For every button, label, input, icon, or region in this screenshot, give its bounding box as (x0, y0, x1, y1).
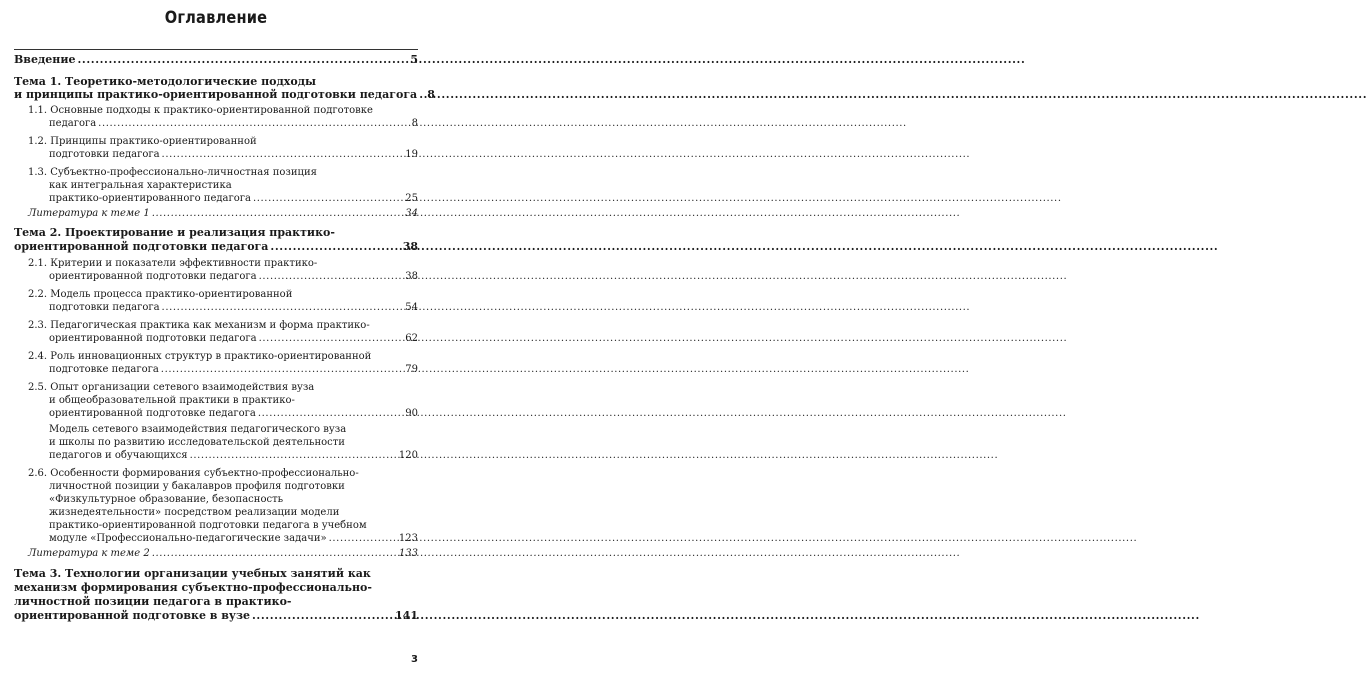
toc-entry (49, 493, 418, 506)
toc-entry (49, 519, 418, 532)
toc-entry-title: личностной позиции у бакалавров профиля подготовки (49, 481, 345, 492)
toc-entry (49, 192, 418, 205)
toc-entry-page: 38 (405, 271, 418, 282)
toc-leader-dots (152, 207, 404, 220)
toc-entry-page: 5 (410, 53, 418, 66)
toc-leader-dots (259, 332, 404, 345)
toc-entry-title: жизнедеятельности» посредством реализации модели (49, 507, 340, 518)
title-divider (14, 49, 418, 50)
toc-entry-title: ориентированной подготовки педагога (49, 271, 257, 282)
toc-entry (49, 449, 418, 462)
toc-entry (14, 53, 418, 66)
toc-entry-title: педагогов и обучающихся (49, 450, 188, 461)
toc-entry (14, 88, 435, 101)
toc-entry (28, 104, 418, 117)
toc-entry (49, 480, 418, 493)
toc-entry (28, 319, 418, 332)
toc-entry-title: личностной позиции педагога в практико- (14, 595, 292, 608)
toc-entry (28, 288, 418, 301)
toc-entry-title: практико-ориентированного педагога (49, 193, 251, 204)
toc-entry (28, 350, 418, 363)
toc-entry (49, 407, 418, 420)
toc-leader-dots (258, 407, 403, 420)
toc-entry-title: ориентированной подготовке в вузе (14, 609, 250, 622)
toc-entry-title: 1.2. Принципы практико-ориентированной (28, 136, 257, 147)
toc-leader-dots (252, 609, 393, 622)
toc-entry (49, 270, 418, 283)
toc-entry-title: и принципы практико-ориентированной подготовки педагога (14, 88, 418, 101)
toc-entry (28, 257, 418, 270)
toc-leader-dots (253, 192, 403, 205)
toc-entry-title: 2.4. Роль инновационных структур в практико-ориентированной (28, 351, 372, 362)
toc-entry-title: ориентированной подготовки педагога (49, 333, 257, 344)
toc-entry-page: 62 (405, 333, 418, 344)
toc-entry-title: Модель сетевого взаимодействия педагогического вуза (49, 424, 347, 435)
toc-leader-dots (152, 547, 397, 560)
toc-entry-title: 2.1. Критерии и показатели эффективности практико- (28, 258, 318, 269)
toc-entry-page: 54 (405, 302, 418, 313)
toc-entry (49, 506, 418, 519)
toc-entry (49, 394, 418, 407)
toc-entry-title: 1.3. Субъектно-профессионально-личностная позиция (28, 167, 317, 178)
toc-entry-title: и общеобразовательной практики в практико- (49, 395, 295, 406)
toc-entry-page: 8 (411, 118, 418, 129)
toc-entry (28, 467, 418, 480)
toc-entry-title: механизм формирования субъектно-профессионально- (14, 581, 372, 594)
toc-entry-title: 1.1. Основные подходы к практико-ориентированной подготовке (28, 105, 373, 116)
toc-leader-dots (329, 532, 397, 545)
toc-entry-title: «Физкультурное образование, безопасность (49, 494, 284, 505)
toc-leader-dots (259, 270, 404, 283)
toc-leader-dots (190, 449, 397, 462)
toc-leader-dots (77, 53, 408, 66)
toc-entry (49, 332, 418, 345)
toc-entry (28, 135, 418, 148)
toc-entry-title: 2.3. Педагогическая практика как механизм и форма практико- (28, 320, 370, 331)
toc-entry (49, 532, 418, 545)
toc-entry (14, 595, 418, 608)
toc-entry (28, 166, 418, 179)
toc-entry (49, 148, 418, 161)
toc-entry (14, 240, 418, 253)
toc-entry-title: и школы по развитию исследовательской деятельности (49, 437, 345, 448)
page-number: 3 (411, 654, 418, 665)
toc-entry (28, 547, 418, 560)
toc-entry-title: как интегральная характеристика (49, 180, 232, 191)
toc-entry (14, 567, 418, 580)
page-title: Оглавление (164, 8, 268, 28)
toc-entry-page: 123 (398, 533, 418, 544)
toc-entry (49, 436, 418, 449)
toc-leader-dots (270, 240, 400, 253)
toc-entry (14, 226, 418, 239)
toc-entry-title: педагога (49, 118, 97, 129)
toc-entry-page: 120 (398, 450, 418, 461)
toc-entry-title: Тема 1. Теоретико-методологические подходы (14, 75, 317, 88)
toc-entry-title: ориентированной подготовки педагога (14, 240, 269, 253)
toc-entry-page: 25 (405, 193, 418, 204)
toc-leader-dots (162, 301, 404, 314)
toc-entry-title: подготовки педагога (49, 302, 160, 313)
toc-entry-title: 2.2. Модель процесса практико-ориентированной (28, 289, 293, 300)
toc-entry (28, 207, 418, 220)
toc-entry-title: ориентированной подготовке педагога (49, 408, 256, 419)
toc-leader-dots (98, 117, 409, 130)
toc-entry-title: 2.6. Особенности формирования субъектно-профессионально- (28, 468, 359, 479)
toc-entry-page: 141 (395, 609, 418, 622)
toc-entry-page: 79 (405, 364, 418, 375)
toc-entry (49, 363, 418, 376)
toc-entry-title: 2.5. Опыт организации сетевого взаимодействия вуза (28, 382, 315, 393)
toc-entry-title: Введение (14, 53, 76, 66)
toc-entry (14, 75, 418, 88)
toc-entry-title: подготовке педагога (49, 364, 159, 375)
toc-entry-page: 19 (405, 149, 418, 160)
toc-entry (49, 117, 418, 130)
toc-entry-title: Литература к теме 1 (28, 208, 150, 219)
toc-leader-dots (161, 363, 403, 376)
toc-entry (14, 609, 418, 622)
toc-entry (49, 301, 418, 314)
toc-entry-page: 8 (427, 88, 435, 101)
toc-entry-title: подготовки педагога (49, 149, 160, 160)
toc-entry-title: модуле «Профессионально-педагогические задачи» (49, 533, 327, 544)
toc-entry-title: Литература к теме 2 (28, 548, 150, 559)
toc-entry (49, 179, 418, 192)
toc-entry (14, 581, 418, 594)
toc-entry-page: 34 (405, 208, 418, 219)
toc-entry-page: 90 (405, 408, 418, 419)
toc-entry-title: Тема 3. Технологии организации учебных занятий как (14, 567, 371, 580)
toc-entry (28, 381, 418, 394)
toc-entry (49, 423, 418, 436)
toc-entry-page: 38 (402, 240, 418, 253)
toc-leader-dots (162, 148, 404, 161)
toc-entry-title: Тема 2. Проектирование и реализация практико- (14, 226, 335, 239)
toc-entry-page: 133 (398, 548, 418, 559)
toc-entry-title: практико-ориентированной подготовки педагога в учебном (49, 520, 367, 531)
toc-leader-dots (419, 88, 425, 101)
